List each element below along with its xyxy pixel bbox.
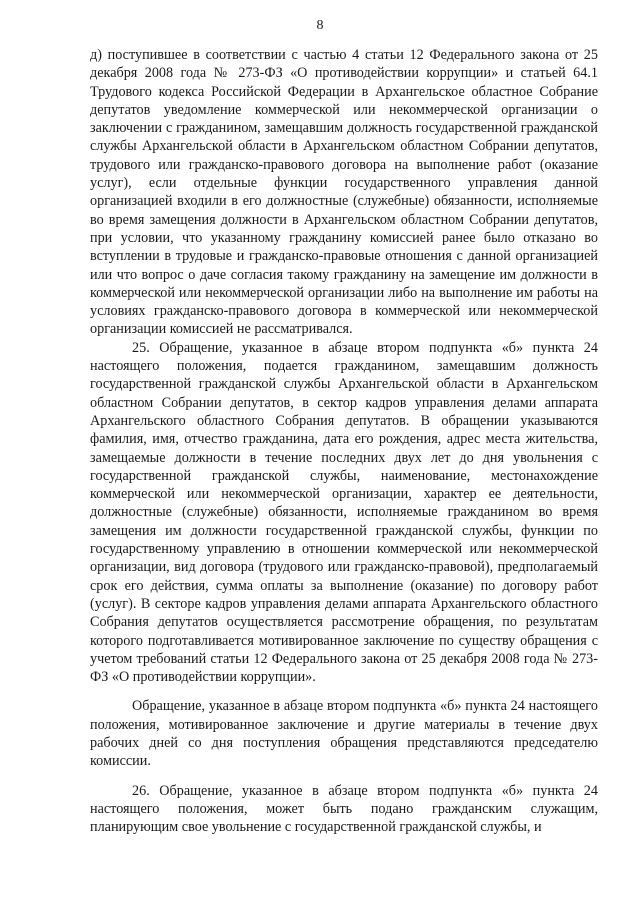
paragraph-item-25-continuation: Обращение, указанное в абзаце втором подпункта «б» пункта 24 настоящего положения, мотивированное заключение и другие материалы в течение двух рабочих дней со дня поступления обращения представляются председателю комиссии. (90, 698, 598, 770)
document-body (90, 46, 598, 836)
paragraph-item-26: 26. Обращение, указанное в абзаце втором подпункта «б» пункта 24 настоящего положения, может быть подано гражданским служащим, планирующим свое увольнение с государственной гражданской службы, и (90, 782, 598, 836)
paragraph-item-25: 25. Обращение, указанное в абзаце втором подпункта «б» пункта 24 настоящего положения, подается гражданином, замещавшим должность государственной гражданской службы Архангельской области в Архангельском областном Собрании депутатов, в сектор кадров управления делами аппарата Архангельского областного Собрания депутатов. В обращении указываются фамилия, имя, отчество гражданина, дата его рождения, адрес места жительства, замещаемые должности в течение последних двух лет до дня увольнения с государственной гражданской службы, наименование, местонахождение коммерческой или некоммерческой организации, характер ее деятельности, должностные (служебные) обязанности, исполняемые гражданином во время замещения им должности государственной гражданской службы, функции по государственному управлению в отношении коммерческой или некоммерческой организации, вид договора (трудового или гражданско-правовой), предполагаемый срок его действия, сумма оплаты за выполнение (оказание) по договору работ (услуг). В секторе кадров управления делами аппарата Архангельского областного Собрания депутатов осуществляется рассмотрение обращения, по результатам которого подготавливается мотивированное заключение по существу обращения с учетом требований статьи 12 Федерального закона от 25 декабря 2008 года № 273-ФЗ «О противодействии коррупции». (90, 339, 598, 686)
paragraph-subitem-d: д) поступившее в соответствии с частью 4 статьи 12 Федерального закона от 25 декабря 2008 года № 273-ФЗ «О противодействии коррупции» и статьей 64.1 Трудового кодекса Российской Федерации в Архангельское областное Собрание депутатов уведомление коммерческой или некоммерческой организации о заключении с гражданином, замещавшим должность государственной гражданской службы Архангельской области в Архангельском областном Собрании депутатов, трудового или гражданско-правового договора на выполнение работ (оказание услуг), если отдельные функции государственного управления данной организацией входили в его должностные (служебные) обязанности, исполняемые во время замещения должности в Архангельском областном Собрании депутатов, при условии, что указанному гражданину комиссией ранее было отказано во вступлении в трудовые и гражданско-правовые отношения с данной организацией или что вопрос о даче согласия такому гражданину на замещение им должности в коммерческой или некоммерческой организации либо на выполнение им работы на условиях гражданско-правового договора в коммерческой или некоммерческой организации комиссией не рассматривался. (90, 47, 598, 338)
page-number: 8 (316, 18, 324, 33)
paragraph-spacer (90, 771, 598, 782)
paragraph-spacer (90, 686, 598, 697)
